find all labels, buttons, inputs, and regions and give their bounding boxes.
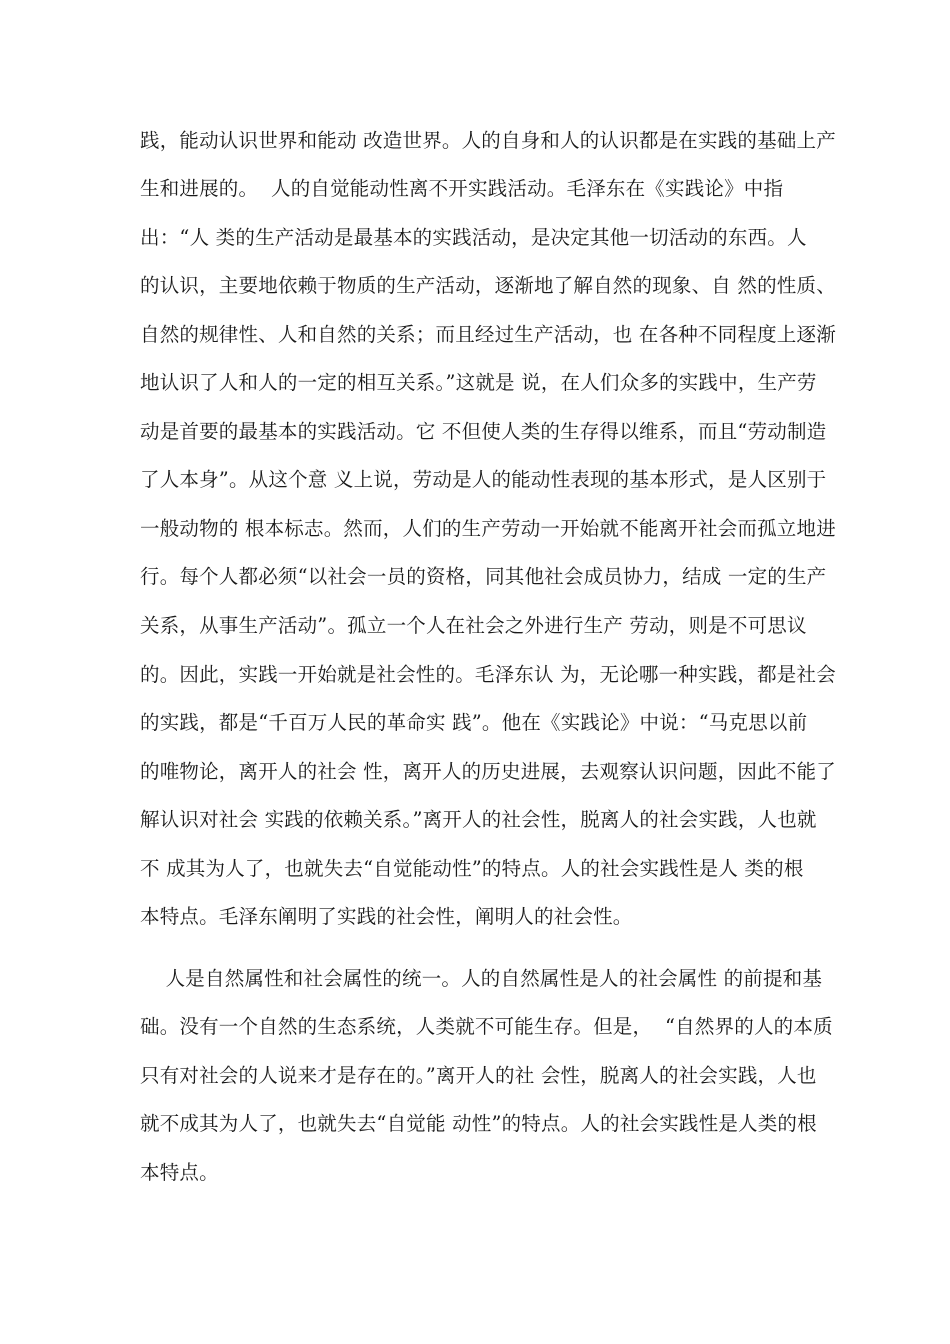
text-line: 的。因此，实践一开始就是社会性的。毛泽东认 为，无论哪一种实践，都是社会 (140, 663, 836, 686)
text-line: 生和进展的。 人的自觉能动性离不开实践活动。毛泽东在《实践论》中指 (140, 177, 784, 200)
text-line: 出：“人 类的生产活动是最基本的实践活动，是决定其他一切活动的东西。人 (140, 226, 807, 249)
text-line: 了人本身”。从这个意 义上说，劳动是人的能动性表现的基本形式，是人区别于 (140, 468, 827, 491)
text-line: 人是自然属性和社会属性的统一。人的自然属性是人的社会属性 的前提和基 (140, 967, 823, 990)
text-line: 的实践，都是“千百万人民的革命实 践”。他在《实践论》中说：“马克思以前 (140, 711, 808, 734)
text-line: 只有对社会的人说来才是存在的。”离开人的社 会性，脱离人的社会实践，人也 (140, 1064, 817, 1087)
text-line: 的认识，主要地依赖于物质的生产活动，逐渐地了解自然的现象、自 然的性质、 (140, 274, 836, 297)
text-line: 践，能动认识世界和能动 改造世界。人的自身和人的认识都是在实践的基础上产 (140, 129, 836, 152)
text-line: 关系，从事生产活动”。孤立一个人在社会之外进行生产 劳动，则是不可思议 (140, 614, 807, 637)
text-line: 不 成其为人了，也就失去“自觉能动性”的特点。人的社会实践性是人 类的根 (140, 857, 804, 880)
text-line: 一般动物的 根本标志。然而，人们的生产劳动一开始就不能离开社会而孤立地进 (140, 517, 836, 540)
text-line: 本特点。毛泽东阐明了实践的社会性，阐明人的社会性。 (140, 905, 633, 928)
text-line: 解认识对社会 实践的依赖关系。”离开人的社会性，脱离人的社会实践，人也就 (140, 808, 817, 831)
text-line: 的唯物论，离开人的社会 性，离开人的历史进展，去观察认识问题，因此不能了 (140, 760, 836, 783)
text-line: 础。没有一个自然的生态系统，人类就不可能生存。但是， “自然界的人的本质 (140, 1015, 833, 1038)
text-line: 本特点。 (140, 1161, 219, 1184)
text-line: 地认识了人和人的一定的相互关系。”这就是 说，在人们众多的实践中，生产劳 (140, 371, 817, 394)
text-line: 动是首要的最基本的实践活动。它 不但使人类的生存得以维系，而且“劳动制造 (140, 420, 827, 443)
text-line: 自然的规律性、人和自然的关系；而且经过生产活动，也 在各种不同程度上逐渐 (140, 323, 836, 346)
text-line: 行。每个人都必须“以社会一员的资格，同其他社会成员协力，结成 一定的生产 (140, 565, 827, 588)
text-line: 就不成其为人了，也就失去“自觉能 动性”的特点。人的社会实践性是人类的根 (140, 1112, 817, 1135)
